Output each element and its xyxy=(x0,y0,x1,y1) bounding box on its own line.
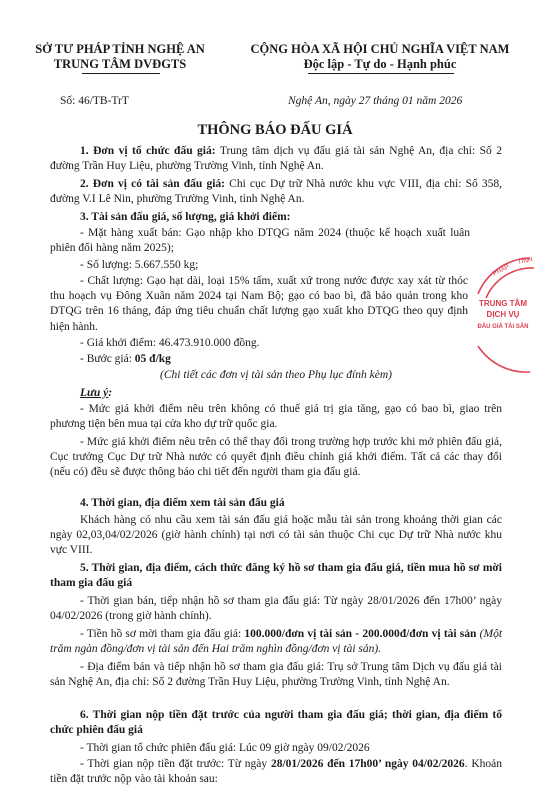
left-header-underline xyxy=(82,73,160,74)
appendix-note: (Chi tiết các đơn vị tài sản theo Phụ lục đính kèm) xyxy=(160,369,392,381)
motto: Độc lập - Tự do - Hạnh phúc xyxy=(303,57,457,71)
seal-stamp xyxy=(470,254,536,374)
section-6-heading: 6. Thời gian nộp tiền đặt trước của người tham gia đấu giá; thời gian, địa điểm tổ chức phiên đấu giá xyxy=(50,709,502,737)
section-3-heading: 3. Tài sản đấu giá, số lượng, giá khởi điểm: xyxy=(80,211,291,223)
section-5-paragraph-2 xyxy=(50,627,502,657)
note-paragraph-1: - Mức giá khởi điểm nêu trên không có thuế giá trị gia tăng, gạo có bao bì, giao trên phương tiện bên mua tại cửa kho dự trữ quốc gia. xyxy=(50,403,502,431)
seal-line-1: TRUNG TÂM xyxy=(479,299,527,308)
section-1 xyxy=(50,144,502,174)
section-2-text: Chi cục Dự trữ Nhà nước khu vực VIII, địa chỉ: Số 358, đường V.I Lê Nin, phường Trường Vinh, tỉnh Nghệ An. xyxy=(50,178,502,206)
fee-label: - Tiền hồ sơ mời tham gia đấu giá: xyxy=(80,628,245,640)
seal-arc-top: PHÁP xyxy=(491,263,511,278)
section-3-item-quantity: - Số lượng: 5.667.550 kg; xyxy=(80,259,199,271)
section-3-item-quality: - Chất lượng: Gạo hạt dài, loại 15% tấm, xuất xứ trong nước được xay xát từ thóc thu hoạch vụ Đông Xuân năm 2024 tại Nam Bộ; gạo có bao bì, đã bảo quản trong kho DTQG trên 16 tháng, đáp ứng tiêu chuẩn chất lượng gạo xuất kho DTQG theo quy định hiện hành. xyxy=(50,275,468,333)
right-header-underline xyxy=(308,73,454,74)
country-name: CỘNG HÒA XÃ HỘI CHỦ NGHĨA VIỆT NAM xyxy=(250,42,510,56)
document-title: THÔNG BÁO ĐẤU GIÁ xyxy=(197,122,353,138)
section-5-paragraph-3: - Địa điểm bán và tiếp nhận hồ sơ tham gia đấu giá: Trụ sở Trung tâm Dịch vụ đấu giá tài sản Nghệ An, địa chỉ: Số 2 đường Trần Huy Liệu, phường Trường Vinh, tỉnh Nghệ An. xyxy=(50,661,502,689)
note-heading xyxy=(50,386,502,401)
note-heading-colon: : xyxy=(108,387,113,399)
section-4-heading: 4. Thời gian, địa điểm xem tài sản đấu giá xyxy=(80,497,285,509)
deposit-account-intro: . Khoản tiền đặt trước nộp vào tài khoản sau: xyxy=(50,758,502,786)
section-5-paragraph-1: - Thời gian bán, tiếp nhận hồ sơ tham gia đấu giá: Từ ngày 28/01/2026 đến 17h00’ ngày 04/02/2026 (trong giờ hành chính). xyxy=(50,595,502,623)
document-number: Số: 46/TB-TrT xyxy=(60,95,129,107)
section-4-text: Khách hàng có nhu cầu xem tài sản đấu giá hoặc mẫu tài sản trong khoảng thời gian các ngày 02,03,04/02/2026 (giờ hành chính) tại nơi có tài sản thuộc Chi cục Dự trữ Nhà nước khu vực VIII. xyxy=(50,514,502,557)
place-date: Nghệ An, ngày 27 tháng 01 năm 2026 xyxy=(288,95,463,107)
center-name: TRUNG TÂM DVĐGTS xyxy=(53,57,187,71)
note-heading-text: Lưu ý xyxy=(80,387,109,399)
section-1-label: 1. Đơn vị tổ chức đấu giá: xyxy=(80,145,216,157)
fee-in-words: (Một trăm ngàn đồng/đơn vị tài sản đến Hai trăm nghìn đồng/đơn vị tài sản). xyxy=(50,628,503,656)
seal-line-3: ĐẤU GIÁ TÀI SẢN xyxy=(477,324,529,330)
bid-step-label: - Bước giá: xyxy=(80,353,135,365)
section-3-item-type: - Mặt hàng xuất bán: Gạo nhập kho DTQG năm 2024 (thuộc kế hoạch xuất luân phiên đổi hàng năm 2025); xyxy=(50,227,470,255)
section-3-item-bid-step xyxy=(50,352,502,367)
section-5-heading: 5. Thời gian, địa điểm, cách thức đăng ký hồ sơ tham gia đấu giá, tiền mua hồ sơ mời tham gia đấu giá xyxy=(50,562,502,590)
fee-value: 100.000/đơn vị tài sản - 200.000đ/đơn vị tài sản xyxy=(244,628,477,640)
section-2 xyxy=(50,177,502,207)
section-6-paragraph-2 xyxy=(50,757,502,787)
section-1-text: Trung tâm dịch vụ đấu giá tài sản Nghệ An, địa chỉ: Số 2 đường Trần Huy Liệu, phường Trường Vinh, tỉnh Nghệ An. xyxy=(50,145,502,173)
section-2-label: 2. Đơn vị có tài sản đấu giá: xyxy=(80,178,225,190)
deposit-dates: 28/01/2026 đến 17h00’ ngày 04/02/2026 xyxy=(270,758,465,770)
section-3-item-starting-price: - Giá khởi điểm: 46.473.910.000 đồng. xyxy=(80,337,260,349)
agency-name: SỞ TƯ PHÁP TỈNH NGHỆ AN xyxy=(35,42,205,56)
bid-step-value: 05 đ/kg xyxy=(134,353,171,365)
note-paragraph-2: - Mức giá khởi điểm nêu trên có thể thay đổi trong trường hợp trước khi mở phiên đấu giá, Cục trưởng Cục Dự trữ Nhà nước có quyết định điều chỉnh giá khởi điểm. Tất cả các thay đổi (nếu có) đều sẽ được thông báo chi tiết đến người tham gia đấu giá. xyxy=(50,436,502,479)
section-6-paragraph-1: - Thời gian tổ chức phiên đấu giá: Lúc 09 giờ ngày 09/02/2026 xyxy=(80,742,370,754)
seal-arc-side: TỈNH xyxy=(517,256,534,266)
seal-line-2: DỊCH VỤ xyxy=(486,310,520,319)
deposit-label: - Thời gian nộp tiền đặt trước: Từ ngày xyxy=(80,758,271,770)
